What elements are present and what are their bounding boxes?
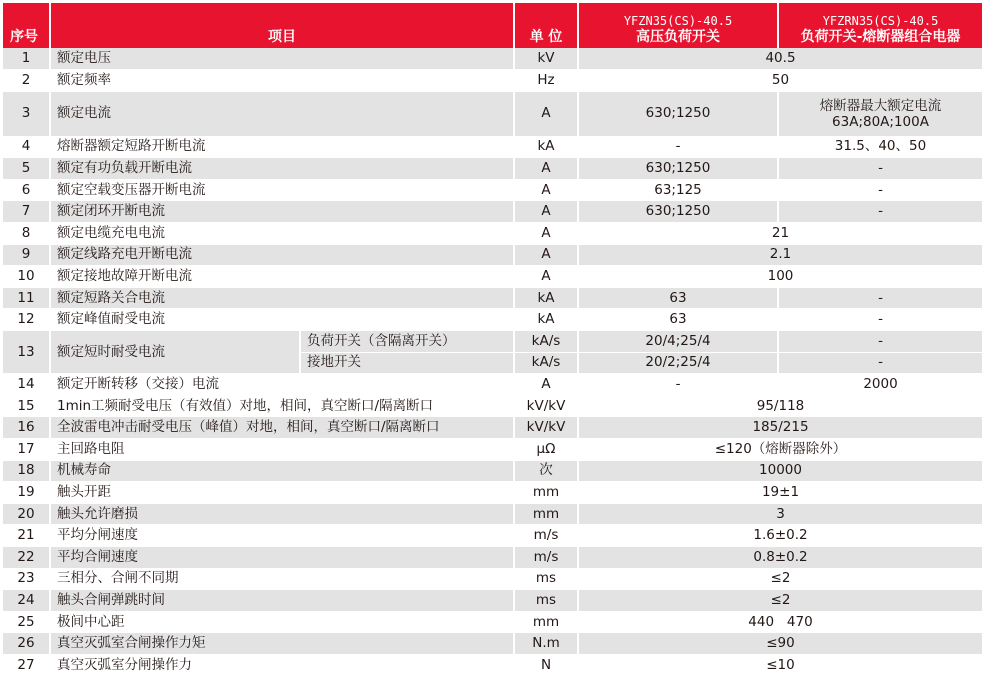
row-no: 15 [3, 395, 50, 417]
row-value-b: - [778, 179, 982, 201]
row-no: 3 [3, 91, 50, 136]
table-row [3, 568, 982, 590]
row-unit: kA/s [514, 352, 578, 374]
table-header [3, 3, 982, 48]
row-value-b: - [778, 201, 982, 223]
row-no: 13 [3, 331, 50, 374]
row-value-a: 630;1250 [578, 91, 778, 136]
table-row [3, 309, 982, 331]
row-value: 0.8±0.2 [578, 546, 982, 568]
table-row [3, 70, 982, 92]
row-unit: 次 [514, 460, 578, 482]
row-no: 17 [3, 439, 50, 461]
model-b-name: 负荷开关-熔断器组合电器 [800, 29, 961, 45]
row-no: 4 [3, 136, 50, 158]
row-value-b [778, 91, 982, 136]
table-row [3, 136, 982, 158]
table-row [3, 287, 982, 309]
row-item: 额定开断转移（交接）电流 [50, 374, 514, 396]
row-item: 额定接地故障开断电流 [50, 266, 514, 288]
row-unit: A [514, 158, 578, 180]
row-value: 40.5 [578, 48, 982, 70]
table-row [3, 460, 982, 482]
row-no: 12 [3, 309, 50, 331]
row-value-a: 63;125 [578, 179, 778, 201]
row-value: 19±1 [578, 482, 982, 504]
table-row [3, 590, 982, 612]
model-b-code: YFZRN35(CS)-40.5 [822, 14, 939, 28]
row-unit: ms [514, 568, 578, 590]
row-unit: kA [514, 309, 578, 331]
row-item: 触头允许磨损 [50, 503, 514, 525]
row-item: 额定闭环开断电流 [50, 201, 514, 223]
header-item: 项目 [50, 3, 514, 48]
row-item: 额定线路充电开断电流 [50, 244, 514, 266]
row-unit: μΩ [514, 439, 578, 461]
row-item: 平均分闸速度 [50, 525, 514, 547]
row-value-b: - [778, 158, 982, 180]
row-value-a: 630;1250 [578, 201, 778, 223]
table-row [3, 525, 982, 547]
row-item: 触头开距 [50, 482, 514, 504]
row-item: 机械寿命 [50, 460, 514, 482]
row-no: 1 [3, 48, 50, 70]
row-no: 10 [3, 266, 50, 288]
row-value: 21 [578, 223, 982, 245]
row-value-a: 63 [578, 309, 778, 331]
row-item: 触头合闸弹跳时间 [50, 590, 514, 612]
table-row [3, 395, 982, 417]
row-value: ≤90 [578, 633, 982, 655]
row-value-a: - [578, 374, 778, 396]
row-value-b: - [778, 331, 982, 353]
row-no: 25 [3, 611, 50, 633]
row-no: 23 [3, 568, 50, 590]
row-item: 极间中心距 [50, 611, 514, 633]
row-unit: A [514, 374, 578, 396]
row-item: 主回路电阻 [50, 439, 514, 461]
row-item: 1min工频耐受电压（有效值）对地，相间，真空断口/隔离断口 [50, 395, 514, 417]
row-item: 额定峰值耐受电流 [50, 309, 514, 331]
row-unit: N [514, 654, 578, 676]
row-subitem: 接地开关 [300, 352, 514, 374]
row-item: 额定短时耐受电流 [50, 331, 300, 374]
row-value: ≤2 [578, 568, 982, 590]
row-value-a: 63 [578, 287, 778, 309]
row-value: 3 [578, 503, 982, 525]
row-unit: mm [514, 611, 578, 633]
row-unit: N.m [514, 633, 578, 655]
table-row [3, 633, 982, 655]
row-value: 10000 [578, 460, 982, 482]
row-value-a: - [578, 136, 778, 158]
row-no: 5 [3, 158, 50, 180]
table-body [3, 48, 982, 676]
row-item: 三相分、合闸不同期 [50, 568, 514, 590]
row-unit: kV/kV [514, 417, 578, 439]
table-row [3, 482, 982, 504]
row-no: 20 [3, 503, 50, 525]
row-unit: kA [514, 136, 578, 158]
row-no: 27 [3, 654, 50, 676]
header-model-a [578, 3, 778, 48]
row-no: 9 [3, 244, 50, 266]
table-row [3, 439, 982, 461]
row-value: 1.6±0.2 [578, 525, 982, 547]
row-value-a: 20/2;25/4 [578, 352, 778, 374]
row-unit: m/s [514, 546, 578, 568]
row-unit: kA/s [514, 331, 578, 353]
row-item: 额定电缆充电电流 [50, 223, 514, 245]
row-no: 6 [3, 179, 50, 201]
spec-table [3, 3, 982, 677]
row-unit: A [514, 179, 578, 201]
row-value: ≤10 [578, 654, 982, 676]
row-value: 185/215 [578, 417, 982, 439]
row-item: 额定空载变压器开断电流 [50, 179, 514, 201]
fuse-max-current-label: 熔断器最大额定电流 [819, 97, 942, 114]
table-row [3, 654, 982, 676]
row-unit: Hz [514, 70, 578, 92]
row-unit: kA [514, 287, 578, 309]
row-unit: A [514, 201, 578, 223]
header-unit-label: 单 位 [529, 29, 563, 45]
row-value: ≤2 [578, 590, 982, 612]
row-no: 11 [3, 287, 50, 309]
row-item: 真空灭弧室分闸操作力 [50, 654, 514, 676]
table-row [3, 546, 982, 568]
row-no: 14 [3, 374, 50, 396]
row-unit: A [514, 91, 578, 136]
row-no: 24 [3, 590, 50, 612]
row-item: 熔断器额定短路开断电流 [50, 136, 514, 158]
row-no: 8 [3, 223, 50, 245]
header-unit [514, 3, 578, 48]
row-no: 7 [3, 201, 50, 223]
row-no: 18 [3, 460, 50, 482]
row-unit: ms [514, 590, 578, 612]
table-row [3, 417, 982, 439]
row-value-b: 2000 [778, 374, 982, 396]
row-value: 2.1 [578, 244, 982, 266]
row-value-b: - [778, 309, 982, 331]
row-item: 额定电压 [50, 48, 514, 70]
row-unit: kV/kV [514, 395, 578, 417]
row-no: 2 [3, 70, 50, 92]
row-no: 26 [3, 633, 50, 655]
row-value: 440 470 [578, 611, 982, 633]
header-no: 序号 [3, 3, 50, 48]
row-unit: mm [514, 482, 578, 504]
model-a-code: YFZN35(CS)-40.5 [623, 14, 733, 28]
row-value: 50 [578, 70, 982, 92]
row-value: 95/118 [578, 395, 982, 417]
row-value-b: - [778, 352, 982, 374]
table-row [3, 611, 982, 633]
row-item: 额定短路关合电流 [50, 287, 514, 309]
row-item: 额定频率 [50, 70, 514, 92]
table-row [3, 158, 982, 180]
table-row [3, 179, 982, 201]
row-item: 真空灭弧室合闸操作力矩 [50, 633, 514, 655]
fuse-max-current-values: 63A;80A;100A [832, 113, 929, 130]
row-no: 16 [3, 417, 50, 439]
row-value-b: - [778, 287, 982, 309]
model-a-name: 高压负荷开关 [636, 29, 720, 45]
row-value: ≤120（熔断器除外） [578, 439, 982, 461]
row-unit: A [514, 244, 578, 266]
row-unit: mm [514, 503, 578, 525]
table-row [3, 503, 982, 525]
row-value-a: 20/4;25/4 [578, 331, 778, 353]
row-value: 100 [578, 266, 982, 288]
row-unit: A [514, 266, 578, 288]
row-value-b: 31.5、40、50 [778, 136, 982, 158]
row-item: 额定电流 [50, 91, 514, 136]
row-unit: kV [514, 48, 578, 70]
table-row [3, 201, 982, 223]
row-unit: A [514, 223, 578, 245]
header-model-b [778, 3, 982, 48]
row-item: 平均合闸速度 [50, 546, 514, 568]
row-subitem: 负荷开关（含隔离开关） [300, 331, 514, 353]
row-no: 19 [3, 482, 50, 504]
row-item: 全波雷电冲击耐受电压（峰值）对地，相间，真空断口/隔离断口 [50, 417, 514, 439]
table-row [3, 91, 982, 136]
table-row [3, 223, 982, 245]
table-row [3, 331, 982, 353]
row-item: 额定有功负载开断电流 [50, 158, 514, 180]
table-row [3, 48, 982, 70]
row-unit: m/s [514, 525, 578, 547]
row-no: 21 [3, 525, 50, 547]
table-row [3, 374, 982, 396]
row-value-a: 630;1250 [578, 158, 778, 180]
row-no: 22 [3, 546, 50, 568]
table-row [3, 266, 982, 288]
table-row [3, 244, 982, 266]
